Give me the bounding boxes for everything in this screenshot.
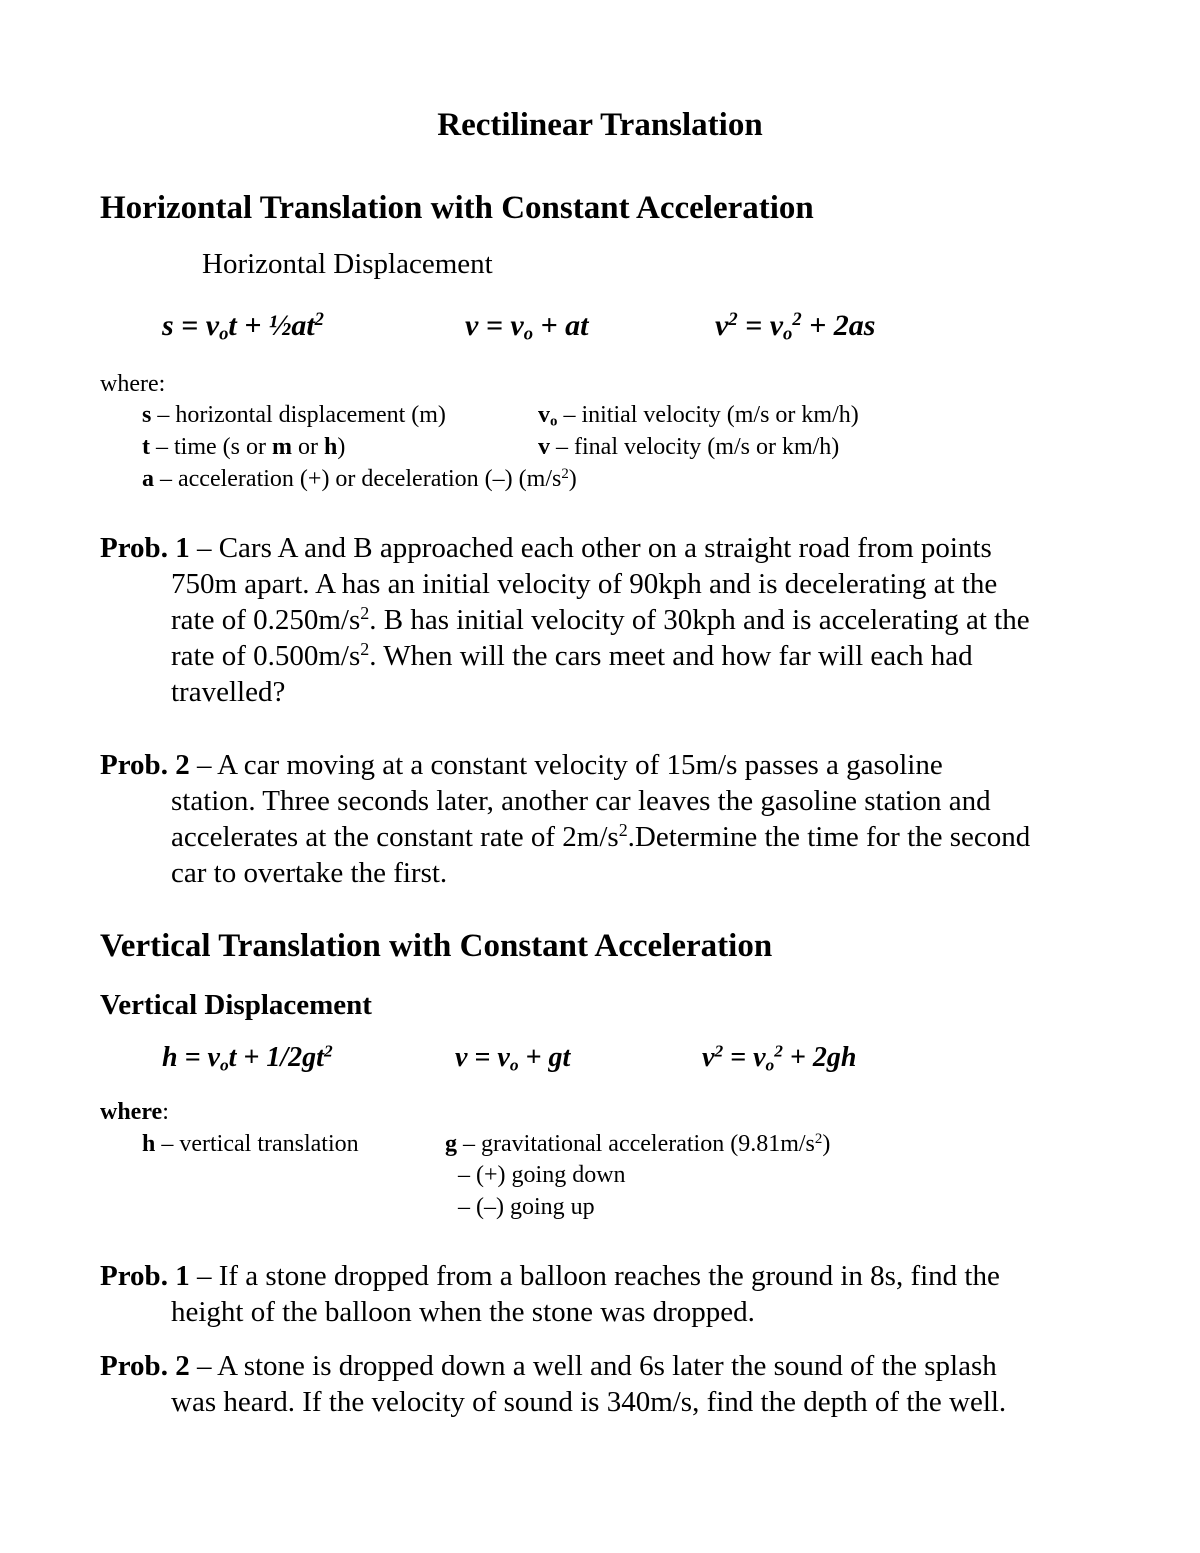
horizontal-subheading: Horizontal Displacement <box>202 248 493 280</box>
def-s: s – horizontal displacement (m) <box>142 402 446 428</box>
equation-velocity: $v = v_o$ + at <box>465 309 589 345</box>
def-g-up: – (–) going up <box>458 1194 595 1220</box>
v-problem-2: Prob. 2 – A stone is dropped down a well and 6s later the sound of the splash was heard. If the velocity of sound is 340m/s, find the depth of the well. <box>100 1350 1007 1418</box>
def-t: t – time (s or m or h) <box>142 434 346 460</box>
equation-v-velocity: $v = v_o$ + gt <box>455 1042 571 1075</box>
equation-velocity-squared: $v^2 = v_o^2 + 2as$ <box>715 308 876 345</box>
h-problem-2: Prob. 2 – A car moving at a constant velocity of 15m/s passes a gasoline station. Three seconds later, another car leaves the gasoline station and accelerates at the constant rate of $2m/s^2.Determine$ the time for the second car to overtake the first. <box>100 749 1031 889</box>
page-title: Rectilinear Translation <box>437 107 763 143</box>
def-a: a – acceleration (+) or deceleration (–) $(m/s^2)$ <box>142 465 577 492</box>
def-v: v – final velocity (m/s or km/h) <box>538 434 840 460</box>
vertical-subheading: Vertical Displacement <box>100 989 372 1021</box>
def-g-down: – (+) going down <box>458 1162 626 1188</box>
equation-height: $h = v_ot + 1/2gt^2$ <box>162 1041 333 1075</box>
where-label: where: <box>100 371 166 397</box>
def-h: h – vertical translation <box>142 1131 359 1157</box>
def-vo: $v_o$ – initial velocity (m/s or km/h) <box>538 402 859 430</box>
def-g: g – gravitational acceleration $(9.81m/s^2)$ <box>445 1130 831 1157</box>
horizontal-heading: Horizontal Translation with Constant Acceleration <box>100 190 814 226</box>
vertical-heading: Vertical Translation with Constant Acceleration <box>100 928 773 964</box>
vertical-where-label: where: <box>100 1099 169 1125</box>
equation-displacement: $s = v_ot$ + $\frac{1}{2}at^2$ <box>162 308 324 345</box>
equation-v-velocity-squared: $v^2 = v_o^2 + 2gh$ <box>702 1041 857 1075</box>
h-problem-1: Prob. 1 – Cars A and B approached each other on a straight road from points 750m apart. A has an initial velocity of 90kph and is decelerating at the rate of $0.250m/s^2$. B has initial velocity of 30kph and is accelerating at the rate of $0.500m/s^2$. When will the cars meet and how far will each had travelled? <box>100 532 1030 708</box>
v-problem-1: Prob. 1 – If a stone dropped from a balloon reaches the ground in 8s, find the height of the balloon when the stone was dropped. <box>100 1260 1000 1328</box>
